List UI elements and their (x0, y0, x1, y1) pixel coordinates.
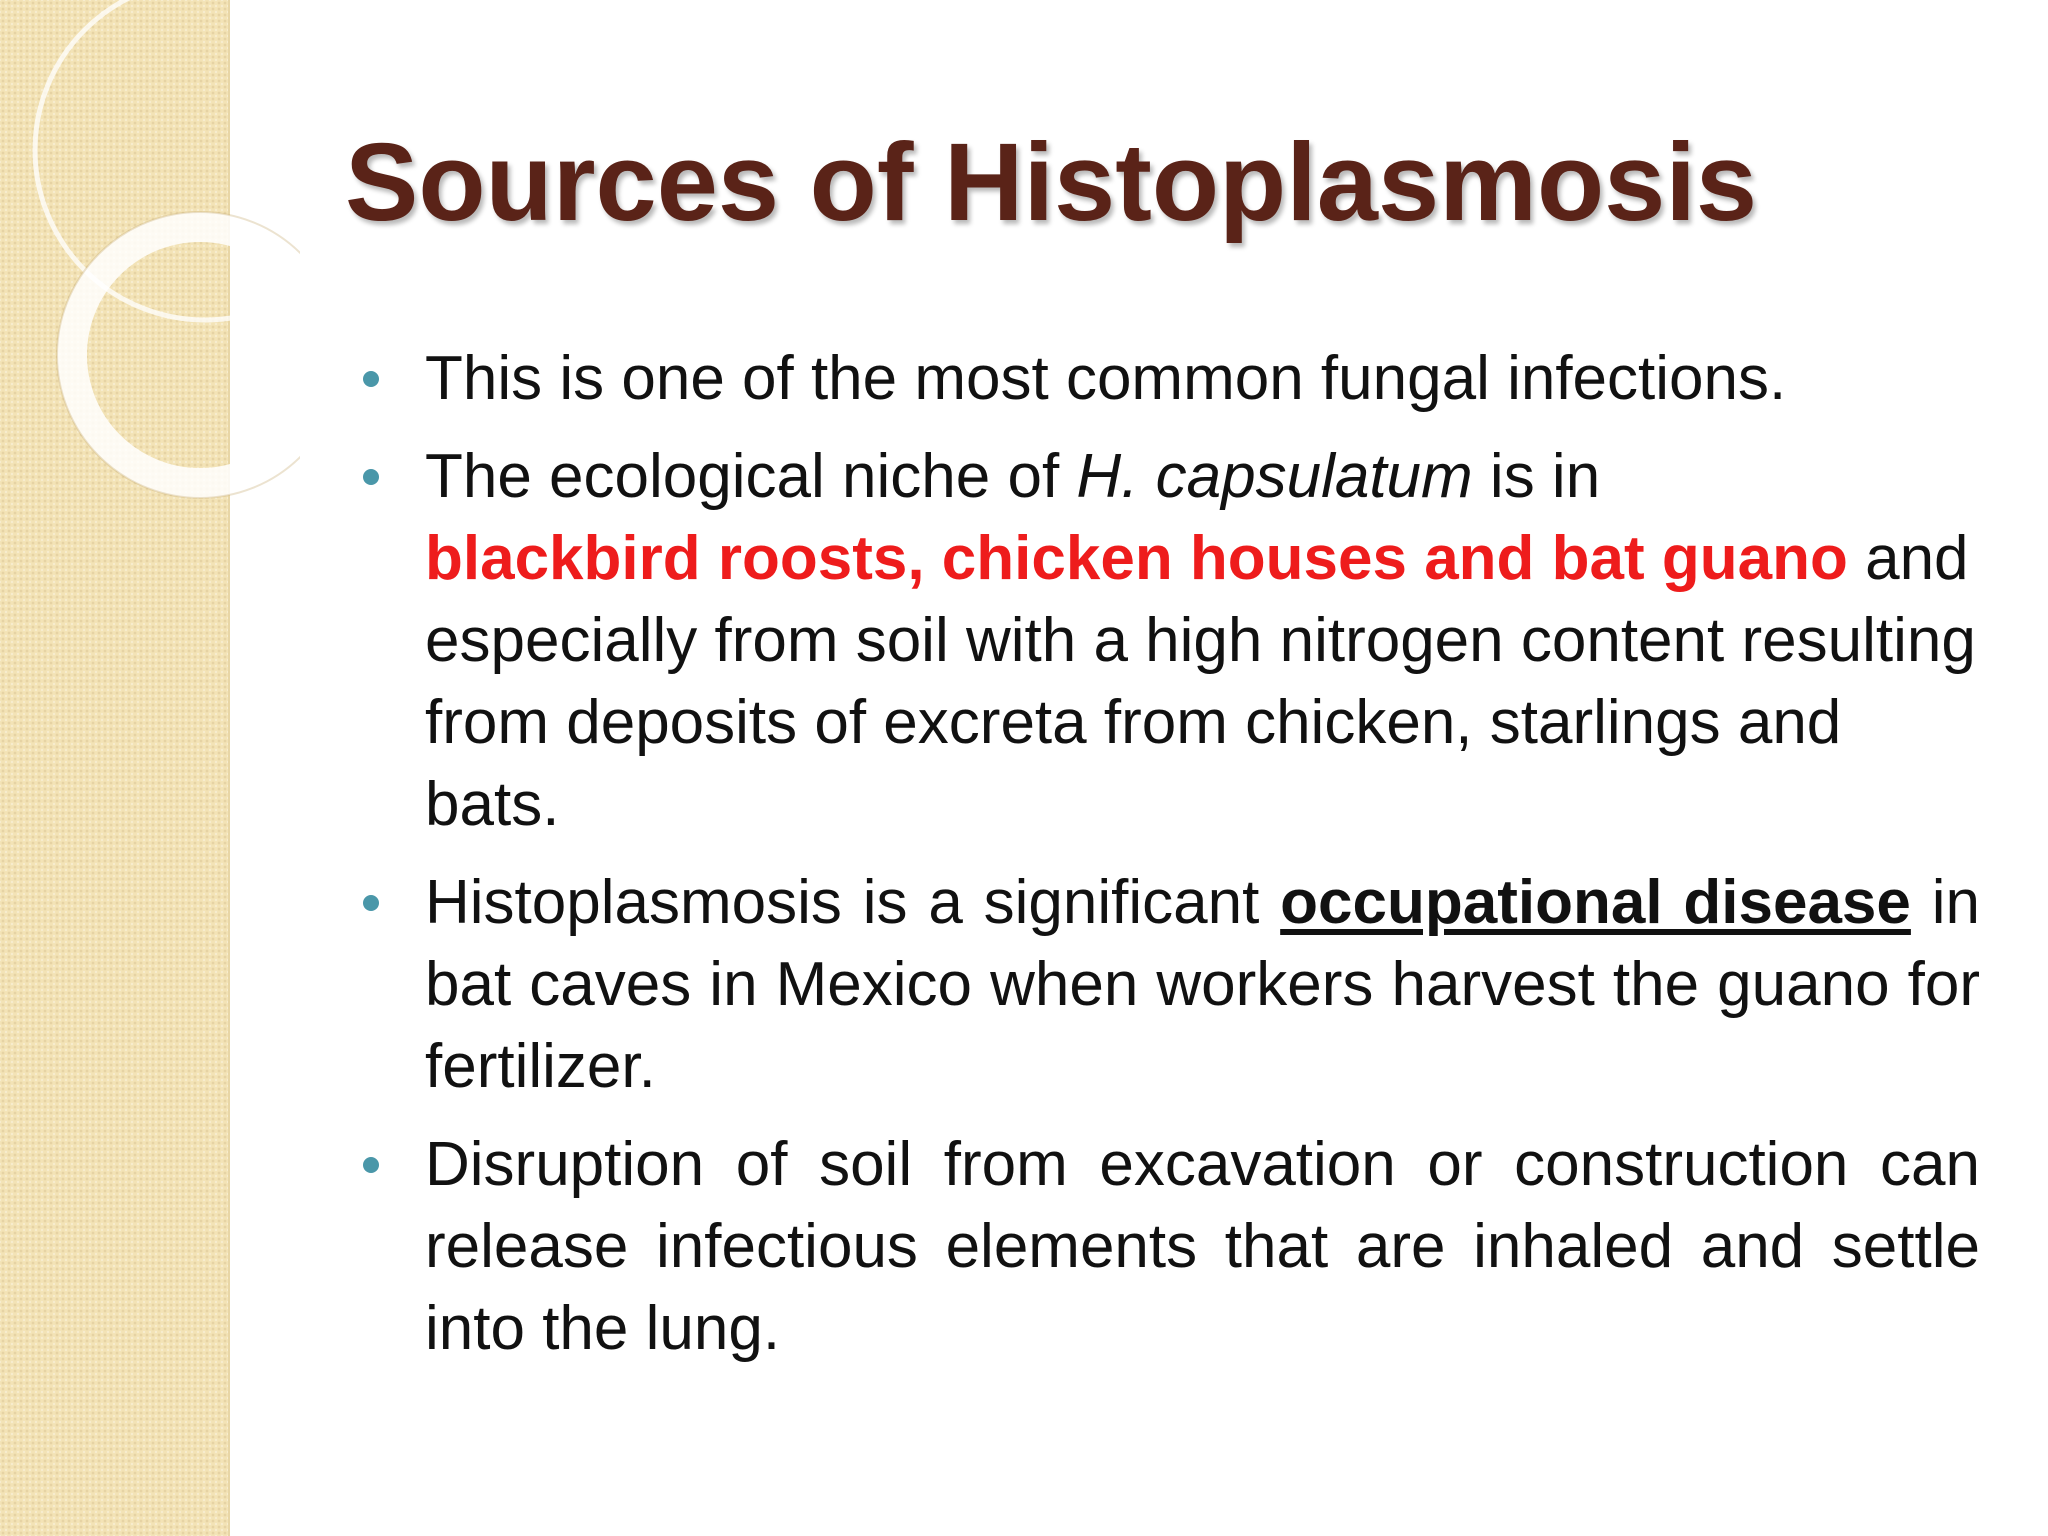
bullet-item (425, 436, 1980, 846)
bullet-text: Disruption of soil from excavation or construction can release infectious elements that are inhaled and settle into the lung. (425, 1130, 1980, 1363)
bullet-item (425, 338, 1980, 420)
bullet-dot-icon (363, 469, 379, 485)
slide-title: Sources of Histoplasmosis (345, 121, 1758, 244)
bullet-item (425, 862, 1980, 1108)
highlighted-sources: blackbird roosts, chicken houses and bat guano (425, 524, 1848, 593)
bullet-item (425, 1124, 1980, 1370)
bullet-dot-icon (363, 895, 379, 911)
emphasized-term: occupational disease (1280, 868, 1911, 937)
bullet-text: This is one of the most common fungal infections. (425, 344, 1787, 413)
bullet-text-part: is in (1472, 442, 1601, 511)
bullet-text-part: and especially from soil with a high nitrogen content resulting from deposits of excreta from chicken, starlings and bats. (425, 524, 1976, 839)
bullet-text-part: The ecological niche of (425, 442, 1077, 511)
species-name: H. capsulatum (1076, 442, 1473, 511)
bullet-text-part: Histoplasmosis is a significant (425, 868, 1281, 937)
bullet-list (425, 338, 1980, 1386)
bullet-dot-icon (363, 1157, 379, 1173)
bullet-text-part: in bat caves in Mexico when workers harvest the guano for fertilizer. (425, 868, 1980, 1101)
decorative-side-band (0, 0, 230, 1536)
bullet-dot-icon (363, 371, 379, 387)
